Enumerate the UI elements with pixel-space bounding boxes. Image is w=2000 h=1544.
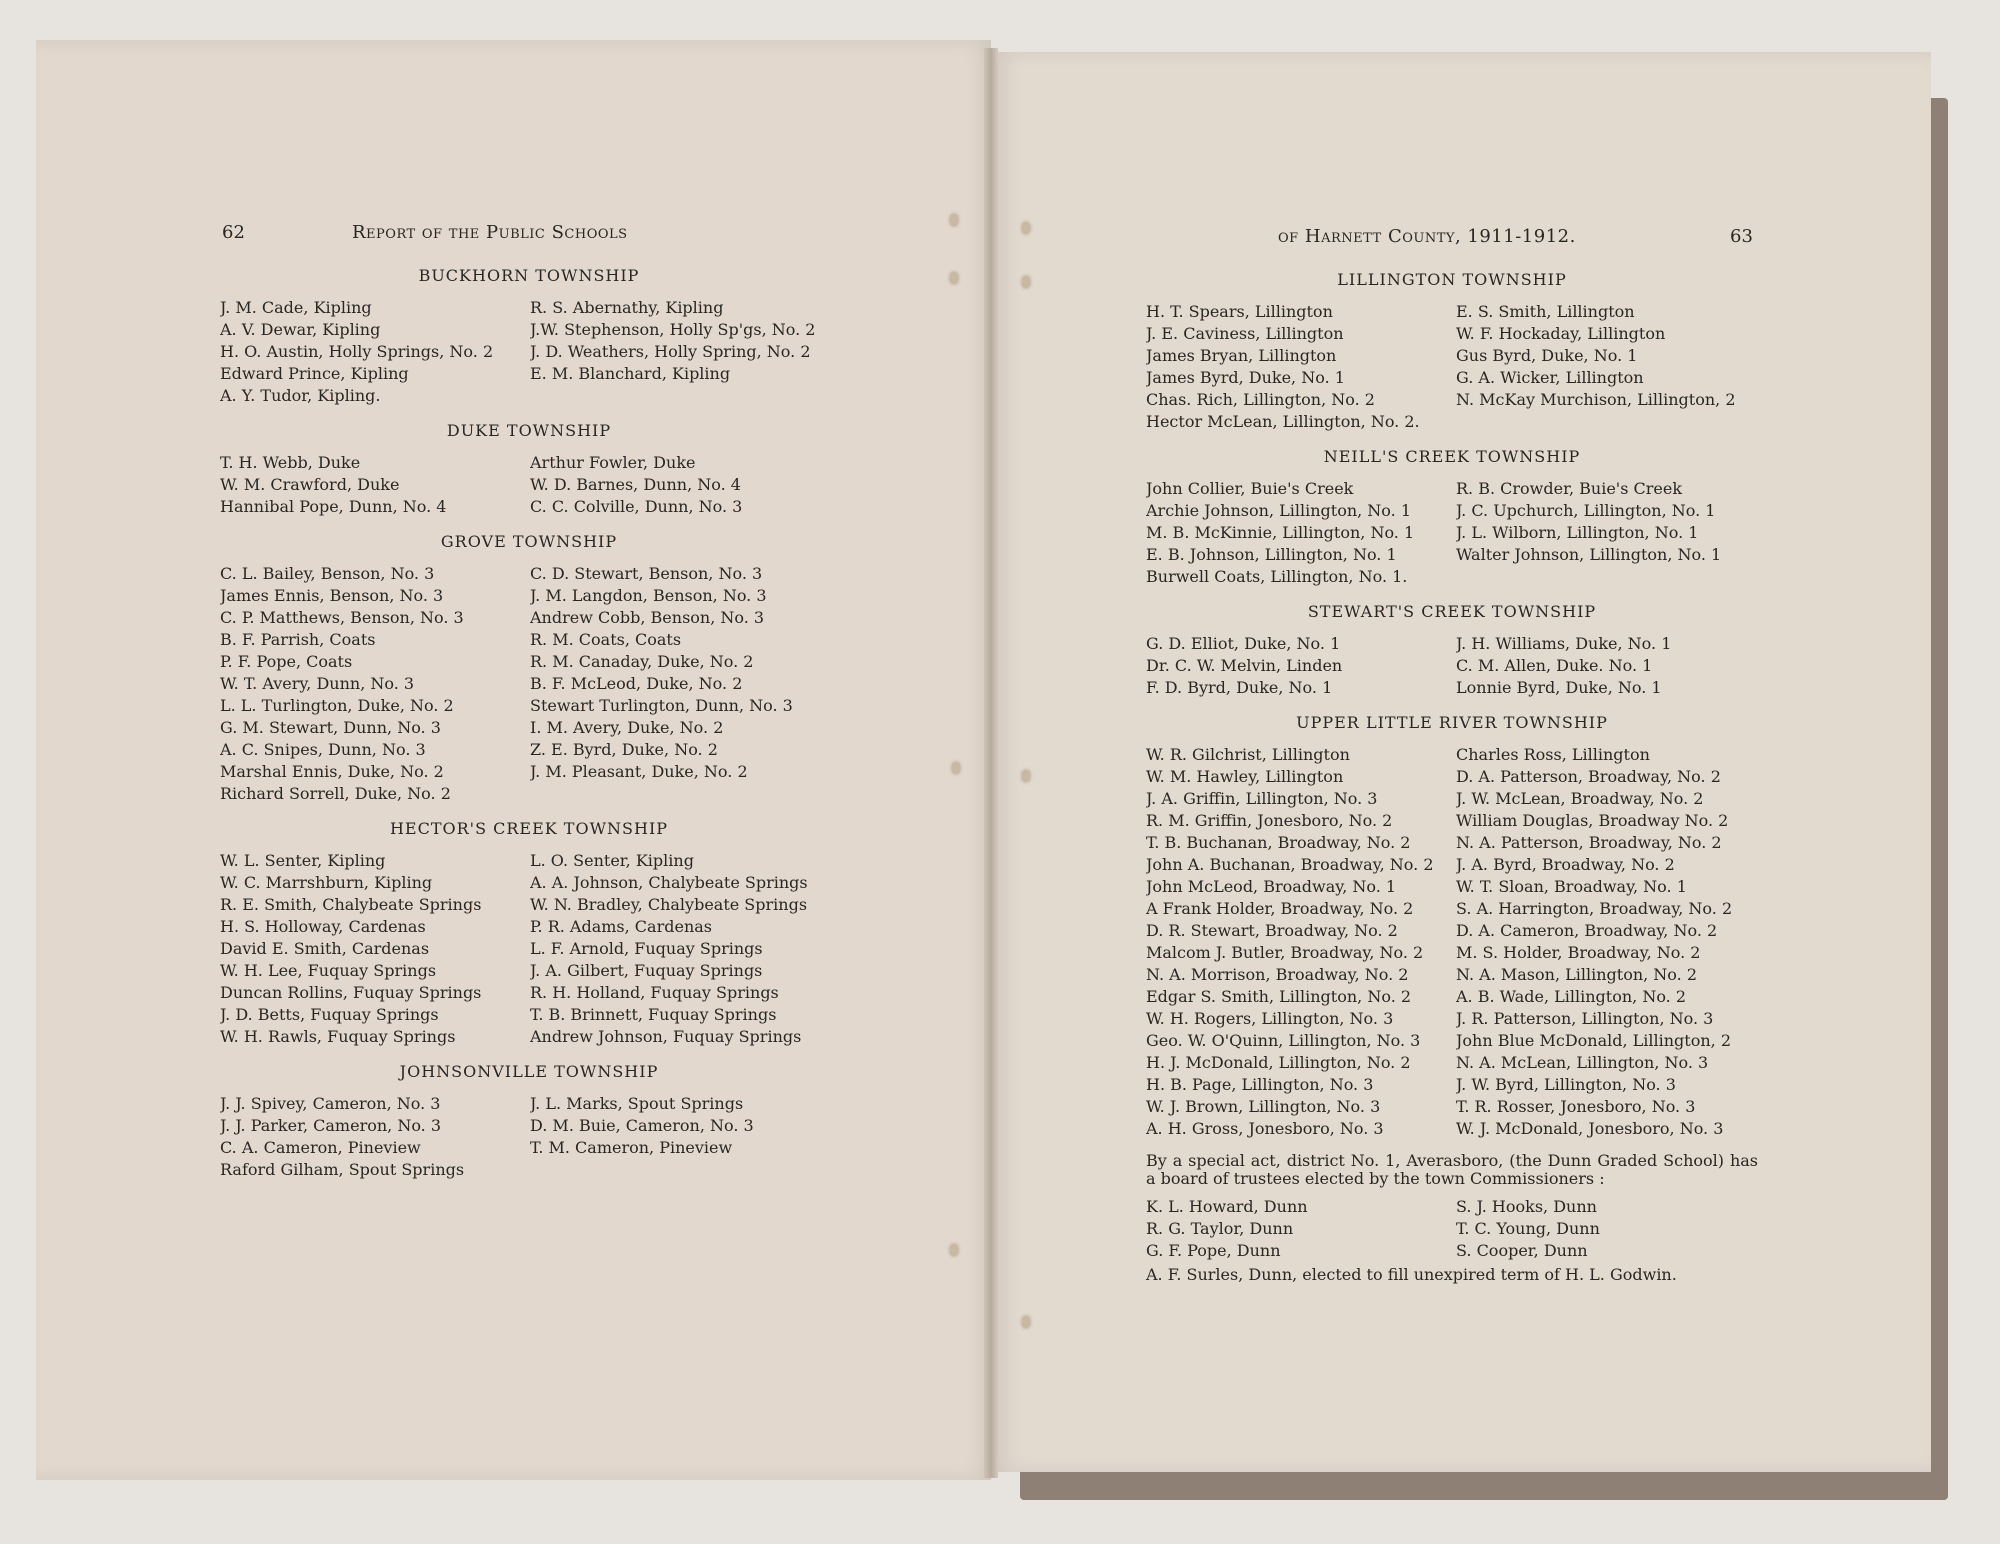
name-entry: Duncan Rollins, Fuquay Springs (220, 983, 482, 1002)
section-title: NEILL'S CREEK TOWNSHIP (1323, 447, 1581, 466)
name-entry: W. R. Gilchrist, Lillington (1146, 745, 1350, 764)
right-page-header (1146, 226, 1758, 256)
name-entry: Z. E. Byrd, Duke, No. 2 (530, 740, 718, 759)
name-entry: E. M. Blanchard, Kipling (530, 364, 731, 383)
name-entry: D. M. Buie, Cameron, No. 3 (530, 1116, 754, 1135)
name-entry: T. R. Rosser, Jonesboro, No. 3 (1456, 1097, 1696, 1116)
name-entry (530, 783, 838, 805)
name-entry: W. M. Crawford, Duke (220, 475, 400, 494)
name-entry: A Frank Holder, Broadway, No. 2 (1146, 899, 1414, 918)
name-entry: Edward Prince, Kipling (220, 364, 409, 383)
section-title: DUKE TOWNSHIP (446, 421, 612, 440)
name-entry: H. J. McDonald, Lillington, No. 2 (1146, 1053, 1411, 1072)
name-entry: James Byrd, Duke, No. 1 (1146, 368, 1345, 387)
name-entry: J. W. Byrd, Lillington, No. 3 (1456, 1075, 1676, 1094)
section-title: JOHNSONVILLE TOWNSHIP (399, 1062, 659, 1081)
binding-hole (952, 762, 960, 774)
names-list (220, 563, 838, 805)
name-entry: Walter Johnson, Lillington, No. 1 (1456, 545, 1722, 564)
name-entry: T. B. Buchanan, Broadway, No. 2 (1146, 833, 1411, 852)
name-entry: R. H. Holland, Fuquay Springs (530, 983, 779, 1002)
name-entry: N. A. Mason, Lillington, No. 2 (1456, 965, 1697, 984)
section-title: LILLINGTON TOWNSHIP (1337, 270, 1567, 289)
name-entry: R. S. Abernathy, Kipling (530, 298, 724, 317)
name-entry: W. T. Sloan, Broadway, No. 1 (1456, 877, 1687, 896)
name-entry: J. R. Patterson, Lillington, No. 3 (1456, 1009, 1714, 1028)
left-page-header (220, 222, 838, 252)
name-entry: M. S. Holder, Broadway, No. 2 (1456, 943, 1701, 962)
name-entry: A. Y. Tudor, Kipling. (220, 386, 381, 405)
name-entry: H. O. Austin, Holly Springs, No. 2 (220, 342, 494, 361)
name-entry: William Douglas, Broadway No. 2 (1456, 811, 1729, 830)
name-entry: James Ennis, Benson, No. 3 (220, 586, 444, 605)
binding-hole (1022, 276, 1030, 288)
name-entry: C. M. Allen, Duke. No. 1 (1456, 656, 1653, 675)
names-list (1146, 478, 1758, 588)
name-entry: G. A. Wicker, Lillington (1456, 368, 1644, 387)
binding-hole (1022, 222, 1030, 234)
names-list (1146, 301, 1758, 433)
name-entry (1456, 411, 1764, 433)
name-entry: Stewart Turlington, Dunn, No. 3 (530, 696, 793, 715)
name-entry: W. H. Rogers, Lillington, No. 3 (1146, 1009, 1394, 1028)
name-entry: G. D. Elliot, Duke, No. 1 (1146, 634, 1341, 653)
name-entry: Marshal Ennis, Duke, No. 2 (220, 762, 444, 781)
name-entry: N. A. Patterson, Broadway, No. 2 (1456, 833, 1722, 852)
name-entry: E. S. Smith, Lillington (1456, 302, 1635, 321)
name-entry: C. P. Matthews, Benson, No. 3 (220, 608, 464, 627)
name-entry: D. A. Patterson, Broadway, No. 2 (1456, 767, 1721, 786)
name-entry: J. A. Gilbert, Fuquay Springs (530, 961, 763, 980)
name-entry: Richard Sorrell, Duke, No. 2 (220, 784, 451, 803)
name-entry: R. M. Canaday, Duke, No. 2 (530, 652, 754, 671)
name-entry: J. J. Parker, Cameron, No. 3 (220, 1116, 442, 1135)
binding-hole (1022, 770, 1030, 782)
name-entry: S. Cooper, Dunn (1456, 1241, 1588, 1260)
name-entry: T. M. Cameron, Pineview (530, 1138, 733, 1157)
special-act-note: By a special act, district No. 1, Averasboro, (the Dunn Graded School) has a board of trustees elected by the town Commissioners : (1146, 1151, 1758, 1188)
name-entry: W. N. Bradley, Chalybeate Springs (530, 895, 808, 914)
name-entry: T. B. Brinnett, Fuquay Springs (530, 1005, 777, 1024)
name-entry: R. M. Coats, Coats (530, 630, 682, 649)
name-entry: W. L. Senter, Kipling (220, 851, 386, 870)
right-page-content (1146, 226, 1758, 1286)
name-entry: Gus Byrd, Duke, No. 1 (1456, 346, 1638, 365)
name-entry: Dr. C. W. Melvin, Linden (1146, 656, 1343, 675)
name-entry: J. E. Caviness, Lillington (1146, 324, 1344, 343)
footnote: A. F. Surles, Dunn, elected to fill unexpired term of H. L. Godwin. (1146, 1265, 1677, 1284)
name-entry: Chas. Rich, Lillington, No. 2 (1146, 390, 1375, 409)
names-list (220, 452, 838, 518)
name-entry: G. F. Pope, Dunn (1146, 1241, 1281, 1260)
name-entry: D. R. Stewart, Broadway, No. 2 (1146, 921, 1398, 940)
running-title: of Harnett County, 1911-1912. (1278, 226, 1576, 247)
name-entry: A. C. Snipes, Dunn, No. 3 (220, 740, 426, 759)
name-entry: W. J. Brown, Lillington, No. 3 (1146, 1097, 1381, 1116)
name-entry: A. A. Johnson, Chalybeate Springs (530, 873, 808, 892)
name-entry: John Collier, Buie's Creek (1146, 479, 1354, 498)
name-entry: Edgar S. Smith, Lillington, No. 2 (1146, 987, 1412, 1006)
name-entry: W. D. Barnes, Dunn, No. 4 (530, 475, 741, 494)
name-entry: H. T. Spears, Lillington (1146, 302, 1333, 321)
section-title: UPPER LITTLE RIVER TOWNSHIP (1296, 713, 1608, 732)
name-entry: B. F. McLeod, Duke, No. 2 (530, 674, 743, 693)
left-page-content (220, 222, 838, 1181)
trustees-list (1146, 1196, 1758, 1262)
names-list (220, 297, 838, 407)
name-entry: T. H. Webb, Duke (220, 453, 361, 472)
name-entry: James Bryan, Lillington (1146, 346, 1337, 365)
name-entry: B. F. Parrish, Coats (220, 630, 376, 649)
name-entry: P. R. Adams, Cardenas (530, 917, 712, 936)
name-entry: J. J. Spivey, Cameron, No. 3 (220, 1094, 441, 1113)
name-entry: J. H. Williams, Duke, No. 1 (1456, 634, 1672, 653)
name-entry: Lonnie Byrd, Duke, No. 1 (1456, 678, 1662, 697)
name-entry: A. B. Wade, Lillington, No. 2 (1456, 987, 1687, 1006)
name-entry: Archie Johnson, Lillington, No. 1 (1146, 501, 1411, 520)
binding-hole (1022, 1316, 1030, 1328)
section-title: BUCKHORN TOWNSHIP (418, 266, 640, 285)
name-entry: W. C. Marrshburn, Kipling (220, 873, 433, 892)
book-gutter (984, 48, 998, 1478)
name-entry: J. M. Langdon, Benson, No. 3 (530, 586, 767, 605)
name-entry: L. F. Arnold, Fuquay Springs (530, 939, 763, 958)
name-entry: W. F. Hockaday, Lillington (1456, 324, 1666, 343)
name-entry: S. A. Harrington, Broadway, No. 2 (1456, 899, 1733, 918)
name-entry: J. M. Cade, Kipling (220, 298, 372, 317)
running-title: Report of the Public Schools (352, 222, 628, 243)
name-entry: H. B. Page, Lillington, No. 3 (1146, 1075, 1374, 1094)
name-entry: J. W. McLean, Broadway, No. 2 (1456, 789, 1704, 808)
name-entry: R. B. Crowder, Buie's Creek (1456, 479, 1683, 498)
name-entry (530, 385, 838, 407)
name-entry: L. O. Senter, Kipling (530, 851, 694, 870)
name-entry: Hannibal Pope, Dunn, No. 4 (220, 497, 447, 516)
name-entry: J. L. Marks, Spout Springs (530, 1094, 744, 1113)
name-entry: J. C. Upchurch, Lillington, No. 1 (1456, 501, 1716, 520)
name-entry: Geo. W. O'Quinn, Lillington, No. 3 (1146, 1031, 1421, 1050)
binding-hole (950, 214, 958, 226)
name-entry: G. M. Stewart, Dunn, No. 3 (220, 718, 441, 737)
name-entry: Arthur Fowler, Duke (530, 453, 696, 472)
name-entry: L. L. Turlington, Duke, No. 2 (220, 696, 454, 715)
name-entry: Malcom J. Butler, Broadway, No. 2 (1146, 943, 1424, 962)
name-entry: A. V. Dewar, Kipling (220, 320, 381, 339)
name-entry: Burwell Coats, Lillington, No. 1. (1146, 567, 1408, 586)
name-entry: Raford Gilham, Spout Springs (220, 1160, 465, 1179)
section-title: STEWART'S CREEK TOWNSHIP (1307, 602, 1597, 621)
page-number: 63 (1730, 226, 1753, 247)
name-entry: N. A. McLean, Lillington, No. 3 (1456, 1053, 1709, 1072)
name-entry: T. C. Young, Dunn (1456, 1219, 1600, 1238)
name-entry: Charles Ross, Lillington (1456, 745, 1650, 764)
name-entry: J. M. Pleasant, Duke, No. 2 (530, 762, 748, 781)
page-number: 62 (222, 222, 245, 243)
name-entry: E. B. Johnson, Lillington, No. 1 (1146, 545, 1397, 564)
name-entry: J. D. Weathers, Holly Spring, No. 2 (530, 342, 811, 361)
name-entry: Hector McLean, Lillington, No. 2. (1146, 412, 1420, 431)
name-entry: M. B. McKinnie, Lillington, No. 1 (1146, 523, 1415, 542)
name-entry: W. H. Lee, Fuquay Springs (220, 961, 437, 980)
names-list (1146, 633, 1758, 699)
name-entry: J. D. Betts, Fuquay Springs (220, 1005, 439, 1024)
name-entry (530, 1159, 838, 1181)
name-entry (1456, 566, 1764, 588)
name-entry: John Blue McDonald, Lillington, 2 (1456, 1031, 1732, 1050)
name-entry: C. C. Colville, Dunn, No. 3 (530, 497, 743, 516)
name-entry: W. M. Hawley, Lillington (1146, 767, 1344, 786)
name-entry: S. J. Hooks, Dunn (1456, 1197, 1597, 1216)
name-entry: Andrew Cobb, Benson, No. 3 (530, 608, 765, 627)
name-entry: C. A. Cameron, Pineview (220, 1138, 421, 1157)
name-entry: C. L. Bailey, Benson, No. 3 (220, 564, 435, 583)
name-entry: H. S. Holloway, Cardenas (220, 917, 426, 936)
name-entry: J. L. Wilborn, Lillington, No. 1 (1456, 523, 1699, 542)
name-entry: R. G. Taylor, Dunn (1146, 1219, 1294, 1238)
name-entry: W. J. McDonald, Jonesboro, No. 3 (1456, 1119, 1724, 1138)
name-entry: I. M. Avery, Duke, No. 2 (530, 718, 724, 737)
name-entry: J. A. Byrd, Broadway, No. 2 (1456, 855, 1675, 874)
name-entry: A. H. Gross, Jonesboro, No. 3 (1146, 1119, 1384, 1138)
names-list (1146, 744, 1758, 1140)
name-entry: C. D. Stewart, Benson, No. 3 (530, 564, 763, 583)
name-entry: D. A. Cameron, Broadway, No. 2 (1456, 921, 1718, 940)
section-title: GROVE TOWNSHIP (440, 532, 618, 551)
name-entry: Andrew Johnson, Fuquay Springs (530, 1027, 802, 1046)
name-entry: K. L. Howard, Dunn (1146, 1197, 1308, 1216)
name-entry: F. D. Byrd, Duke, No. 1 (1146, 678, 1333, 697)
name-entry: J. A. Griffin, Lillington, No. 3 (1146, 789, 1378, 808)
name-entry: John A. Buchanan, Broadway, No. 2 (1146, 855, 1434, 874)
names-list (220, 1093, 838, 1181)
name-entry: N. A. Morrison, Broadway, No. 2 (1146, 965, 1409, 984)
name-entry: John McLeod, Broadway, No. 1 (1146, 877, 1397, 896)
section-title: HECTOR'S CREEK TOWNSHIP (389, 819, 669, 838)
name-entry: N. McKay Murchison, Lillington, 2 (1456, 390, 1736, 409)
name-entry: David E. Smith, Cardenas (220, 939, 430, 958)
name-entry: J.W. Stephenson, Holly Sp'gs, No. 2 (530, 320, 816, 339)
names-list (220, 850, 838, 1048)
name-entry: R. M. Griffin, Jonesboro, No. 2 (1146, 811, 1393, 830)
name-entry: P. F. Pope, Coats (220, 652, 353, 671)
binding-hole (950, 1244, 958, 1256)
name-entry: W. H. Rawls, Fuquay Springs (220, 1027, 456, 1046)
name-entry: W. T. Avery, Dunn, No. 3 (220, 674, 415, 693)
name-entry: R. E. Smith, Chalybeate Springs (220, 895, 482, 914)
binding-hole (950, 272, 958, 284)
